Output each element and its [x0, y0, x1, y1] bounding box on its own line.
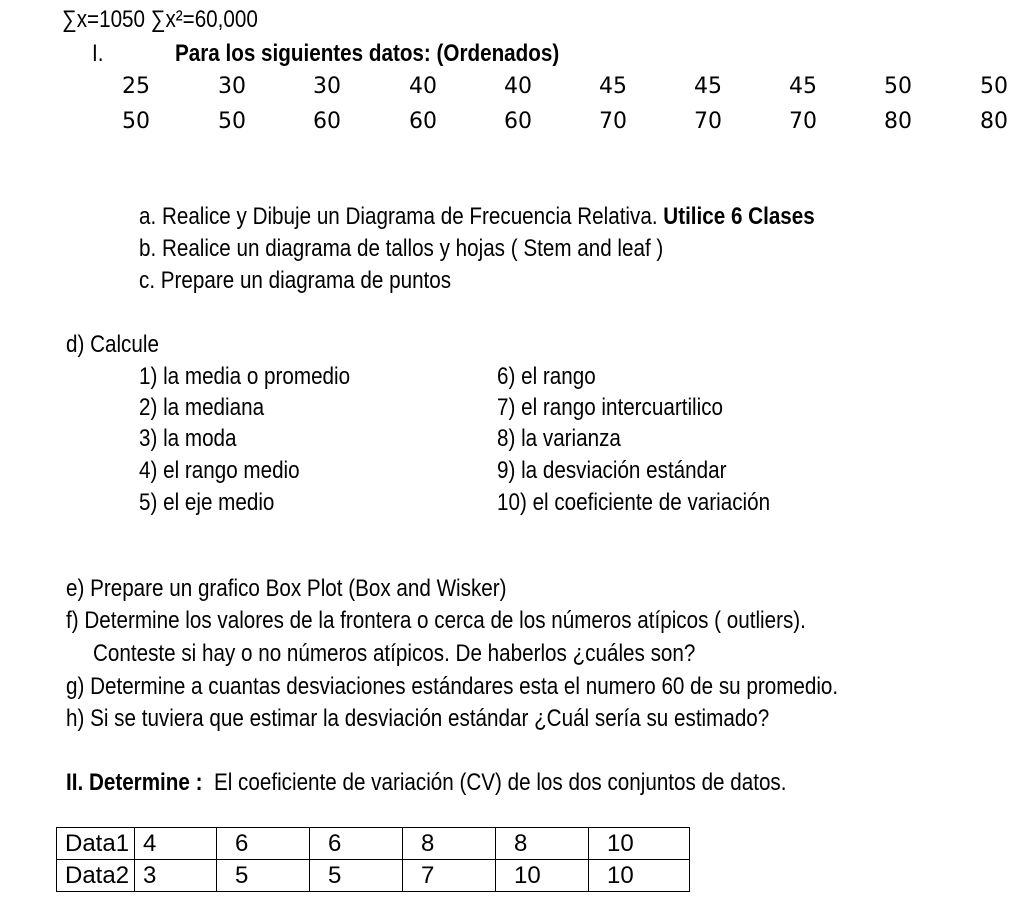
table-cell: 8 [496, 828, 589, 860]
data-value: 50 [884, 74, 912, 99]
data-value: 60 [409, 109, 437, 134]
table-cell: 10 [496, 860, 589, 892]
task-f-line1: f) Determine los valores de la frontera o cerca de los números atípicos ( outliers). [66, 607, 806, 634]
section1-title: Para los siguientes datos: (Ordenados) [175, 40, 560, 67]
table-row [57, 828, 690, 860]
table-cell: 8 [403, 828, 496, 860]
table-cell: 10 [589, 828, 690, 860]
table-cell: 6 [217, 828, 310, 860]
data-value: 70 [789, 109, 817, 134]
calc-left-1: 1) la media o promedio [139, 363, 351, 390]
data-value: 60 [504, 109, 532, 134]
section2-line: II. Determine : El coeficiente de variación (CV) de los dos conjuntos de datos. [66, 769, 787, 796]
table-cell: 4 [135, 828, 217, 860]
calc-left-4: 4) el rango medio [139, 457, 300, 484]
data-value: 45 [599, 74, 627, 99]
calc-right-9: 9) la desviación estándar [497, 457, 727, 484]
task-c: c. Prepare un diagrama de puntos [139, 267, 452, 294]
task-a: a. Realice y Dibuje un Diagrama de Frecuencia Relativa. Utilice 6 Clases [139, 203, 815, 230]
data-table [56, 827, 690, 892]
data-value: 50 [218, 109, 246, 134]
section1-numeral: I. [92, 40, 104, 67]
data-value: 60 [313, 109, 341, 134]
table-row [57, 860, 690, 892]
data-row-1 [0, 74, 1024, 100]
table-cell: 3 [135, 860, 217, 892]
task-f-line2: Conteste si hay o no números atípicos. De haberlos ¿cuáles son? [93, 640, 696, 667]
table-cell: 6 [310, 828, 403, 860]
data-value: 50 [980, 74, 1008, 99]
data-value: 80 [884, 109, 912, 134]
task-h: h) Si se tuviera que estimar la desviación estándar ¿Cuál sería su estimado? [66, 705, 770, 732]
table-row-label: Data1 [57, 828, 135, 860]
table-cell: 7 [403, 860, 496, 892]
calc-right-6: 6) el rango [497, 363, 596, 390]
data-value: 45 [694, 74, 722, 99]
task-b: b. Realice un diagrama de tallos y hojas ( Stem and leaf ) [139, 235, 664, 262]
task-a-bold: Utilice 6 Clases [663, 203, 815, 230]
data-value: 40 [409, 74, 437, 99]
table-cell: 5 [310, 860, 403, 892]
calc-right-8: 8) la varianza [497, 425, 621, 452]
data-value: 45 [789, 74, 817, 99]
data-value: 30 [218, 74, 246, 99]
calc-left-3: 3) la moda [139, 425, 237, 452]
table-cell: 5 [217, 860, 310, 892]
sums-line: ∑x=1050 ∑x²=60,000 [62, 6, 258, 33]
calc-left-5: 5) el eje medio [139, 489, 275, 516]
table-cell: 10 [589, 860, 690, 892]
data-value: 70 [599, 109, 627, 134]
task-e: e) Prepare un grafico Box Plot (Box and Wisker) [66, 575, 507, 602]
data-row-2 [0, 109, 1024, 135]
data-value: 40 [504, 74, 532, 99]
data-value: 30 [313, 74, 341, 99]
calc-right-10: 10) el coeficiente de variación [497, 489, 771, 516]
data-value: 50 [122, 109, 150, 134]
calc-right-7: 7) el rango intercuartilico [497, 394, 724, 421]
data-value: 80 [980, 109, 1008, 134]
data-value: 25 [122, 74, 150, 99]
calc-heading: d) Calcule [66, 331, 159, 358]
calc-left-2: 2) la mediana [139, 394, 265, 421]
task-g: g) Determine a cuantas desviaciones estándares esta el numero 60 de su promedio. [66, 673, 839, 700]
section2-bold: II. Determine : [66, 769, 203, 796]
data-value: 70 [694, 109, 722, 134]
table-row-label: Data2 [57, 860, 135, 892]
